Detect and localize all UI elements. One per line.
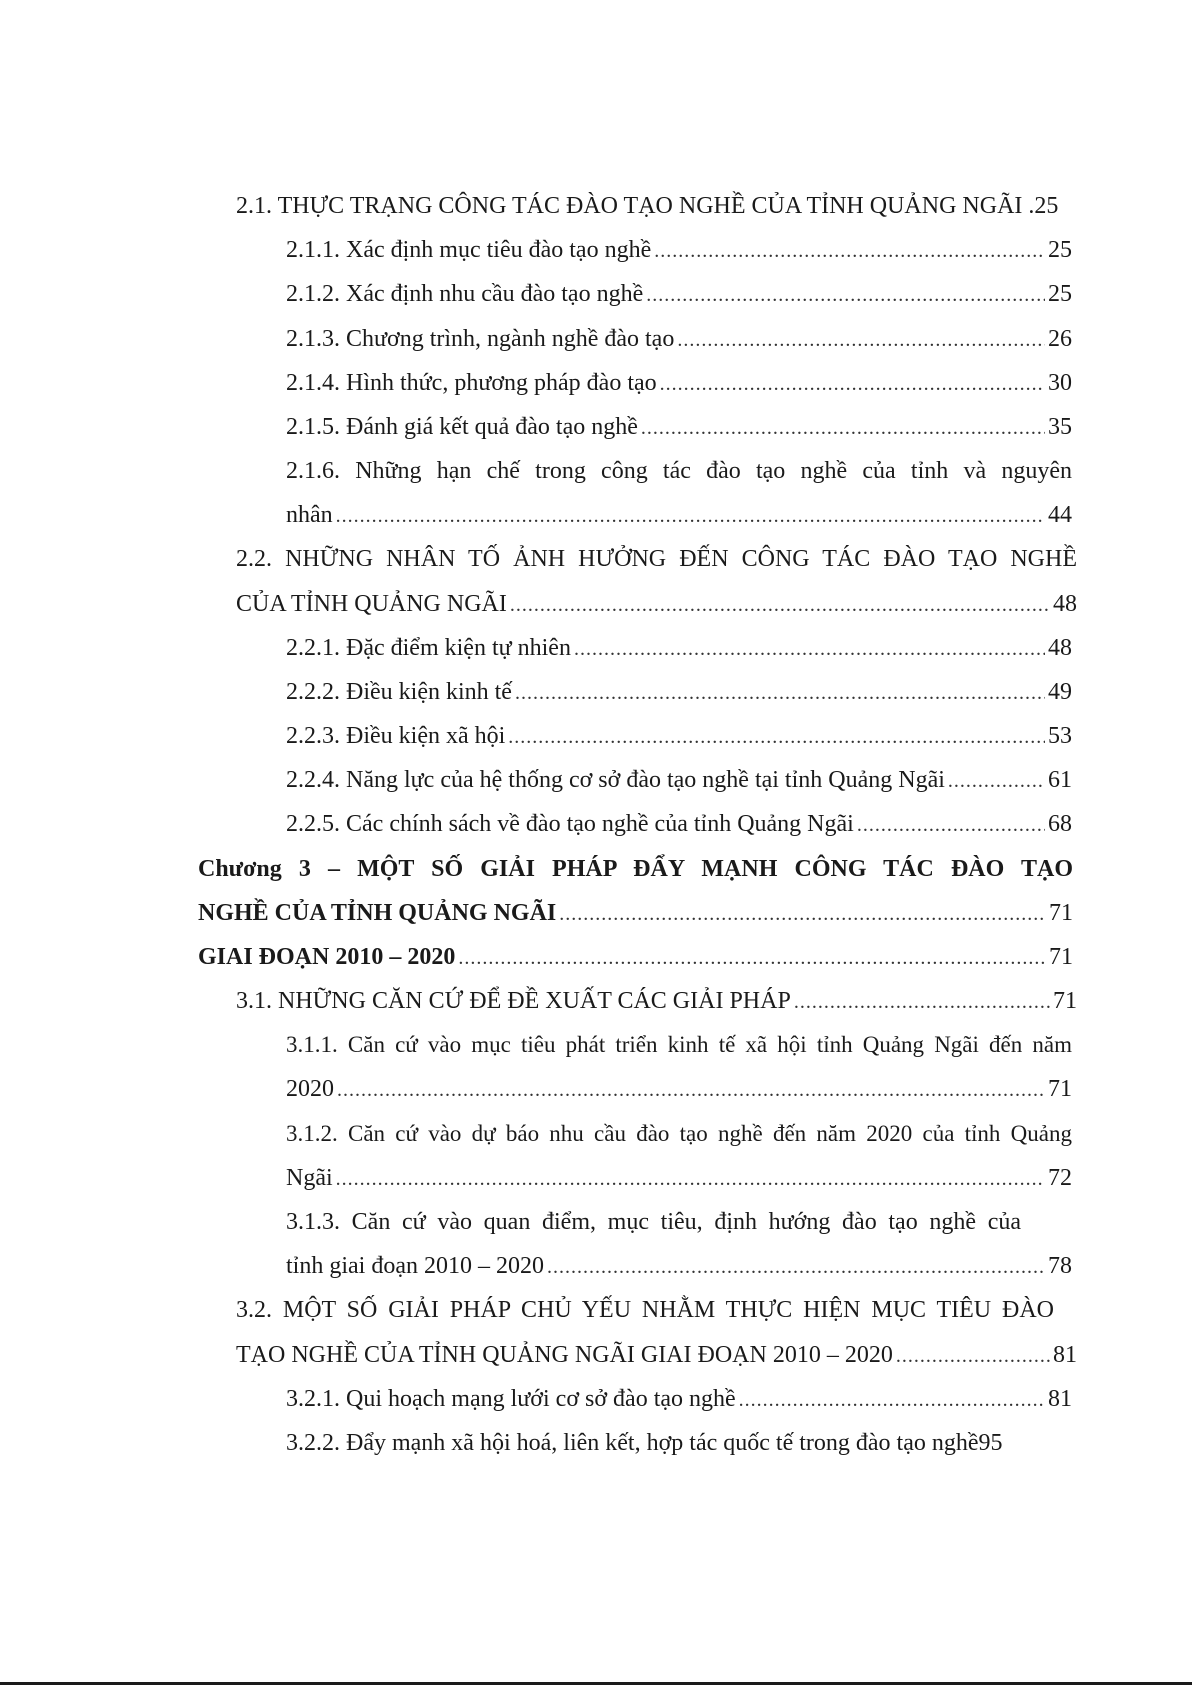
toc-entry-text: CỦA TỈNH QUẢNG NGÃI: [236, 591, 507, 617]
toc-entry[interactable]: [198, 893, 1073, 933]
toc-dot-leader: [574, 629, 1045, 669]
toc-dot-leader: [510, 585, 1050, 625]
toc-entry-text: 2.2.5. Các chính sách về đào tạo nghề của tỉnh Quảng Ngãi: [286, 811, 854, 837]
toc-dot-leader: [547, 1247, 1045, 1287]
toc-dot-leader: [458, 938, 1046, 978]
toc-dot-leader: [660, 364, 1045, 404]
toc-entry[interactable]: [286, 1246, 1072, 1286]
toc-dot-leader: [641, 408, 1045, 448]
toc-dot-leader: [337, 1070, 1045, 1110]
toc-entry[interactable]: [286, 1069, 1072, 1109]
toc-entry[interactable]: [286, 319, 1072, 359]
toc-entry-text: 2.2.2. Điều kiện kinh tế: [286, 679, 512, 705]
toc-entry-page: 49: [1048, 679, 1072, 705]
toc-entry[interactable]: [286, 451, 1072, 491]
toc-entry[interactable]: [286, 1114, 1072, 1154]
toc-entry-text: 2.1. THỰC TRẠNG CÔNG TÁC ĐÀO TẠO NGHỀ CỦA TỈNH QUẢNG NGÃI .: [236, 193, 1035, 219]
toc-entry[interactable]: [236, 584, 1077, 624]
toc-entry-text: TẠO NGHỀ CỦA TỈNH QUẢNG NGÃI GIAI ĐOẠN 2010 – 2020: [236, 1342, 893, 1368]
toc-entry[interactable]: [236, 1290, 1054, 1330]
toc-entry-page: 95: [978, 1430, 1003, 1456]
toc-entry-page: 30: [1048, 370, 1072, 396]
toc-entry-page: 44: [1048, 502, 1072, 528]
toc-entry[interactable]: [286, 230, 1072, 270]
toc-entry-page: 78: [1048, 1253, 1072, 1279]
toc-dot-leader: [336, 1159, 1045, 1199]
toc-entry[interactable]: [286, 1379, 1072, 1419]
toc-dot-leader: [515, 673, 1045, 713]
toc-entry-page: 25: [1048, 281, 1072, 307]
toc-entry-page: 48: [1053, 591, 1077, 617]
toc-dot-leader: [948, 761, 1045, 801]
toc-entry-text: 3.2.1. Qui hoạch mạng lưới cơ sở đào tạo nghề: [286, 1386, 736, 1412]
toc-entry-page: 53: [1048, 723, 1072, 749]
toc-dot-leader: [559, 894, 1046, 934]
toc-entry-text: tỉnh giai đoạn 2010 – 2020: [286, 1253, 544, 1279]
toc-entry-page: 68: [1048, 811, 1072, 837]
toc-dot-leader: [794, 982, 1050, 1022]
toc-entry-text: 3.1. NHỮNG CĂN CỨ ĐỂ ĐỀ XUẤT CÁC GIẢI PHÁP: [236, 988, 791, 1014]
toc-entry-text: 2.2.3. Điều kiện xã hội: [286, 723, 506, 749]
toc-entry[interactable]: [286, 804, 1072, 844]
toc-entry[interactable]: [236, 981, 1077, 1021]
toc-entry[interactable]: [286, 1025, 1072, 1065]
toc-entry[interactable]: [236, 539, 1077, 579]
toc-dot-leader: [646, 275, 1045, 315]
toc-entry-text: GIAI ĐOẠN 2010 – 2020: [198, 944, 456, 970]
toc-entry-page: 81: [1053, 1342, 1077, 1368]
toc-entry-page: 26: [1048, 326, 1072, 352]
toc-dot-leader: [677, 320, 1045, 360]
toc-entry[interactable]: [286, 628, 1072, 668]
toc-dot-leader: [508, 717, 1045, 757]
toc-entry-page: 35: [1048, 414, 1072, 440]
toc-entry-text: 2.1.3. Chương trình, ngành nghề đào tạo: [286, 326, 675, 352]
toc-entry-text: 2.1.1. Xác định mục tiêu đào tạo nghề: [286, 237, 652, 263]
toc-entry[interactable]: [286, 495, 1072, 535]
toc-entry[interactable]: [286, 1158, 1072, 1198]
toc-entry-page: 71: [1048, 1076, 1072, 1102]
toc-entry-page: 81: [1048, 1386, 1072, 1412]
toc-entry-text: 3.1.2. Căn cứ vào dự báo nhu cầu đào tạo nghề đến năm 2020 của tỉnh Quảng: [286, 1121, 1072, 1146]
toc-dot-leader: [739, 1380, 1045, 1420]
toc-entry-page: 71: [1049, 944, 1073, 970]
toc-entry-page: 61: [1048, 767, 1072, 793]
toc-entry-text: 2.2.4. Năng lực của hệ thống cơ sở đào tạo nghề tại tỉnh Quảng Ngãi: [286, 767, 945, 793]
toc-entry[interactable]: [236, 1335, 1077, 1375]
toc-entry-text: 2.1.4. Hình thức, phương pháp đào tạo: [286, 370, 657, 396]
toc-entry-text: 3.1.3. Căn cứ vào quan điểm, mục tiêu, định hướng đào tạo nghề của: [286, 1209, 1021, 1235]
toc-entry-text: Ngãi: [286, 1165, 333, 1191]
toc-entry-text: 3.2.2. Đẩy mạnh xã hội hoá, liên kết, hợp tác quốc tế trong đào tạo nghề: [286, 1430, 979, 1456]
toc-dot-leader: [654, 231, 1045, 271]
toc-entry-page: 71: [1049, 900, 1073, 926]
toc-entry[interactable]: [286, 1423, 1082, 1463]
toc-entry[interactable]: [286, 1202, 1021, 1242]
toc-entry[interactable]: [286, 672, 1072, 712]
toc-entry-page: 48: [1048, 635, 1072, 661]
toc-entry-text: 2.1.6. Những hạn chế trong công tác đào tạo nghề của tỉnh và nguyên: [286, 458, 1072, 484]
toc-dot-leader: [857, 805, 1045, 845]
toc-entry-text: 2.1.2. Xác định nhu cầu đào tạo nghề: [286, 281, 644, 307]
toc-entry[interactable]: [286, 716, 1072, 756]
toc-entry[interactable]: [236, 186, 1077, 226]
toc-entry[interactable]: [286, 274, 1072, 314]
toc-entry-page: 25: [1048, 237, 1072, 263]
toc-entry[interactable]: [198, 937, 1073, 977]
toc-entry-page: 25: [1034, 193, 1059, 219]
toc-entry-text: 2.1.5. Đánh giá kết quả đào tạo nghề: [286, 414, 638, 440]
toc-entry-text: 3.1.1. Căn cứ vào mục tiêu phát triển kinh tế xã hội tỉnh Quảng Ngãi đến năm: [286, 1032, 1072, 1057]
toc-entry[interactable]: [286, 760, 1072, 800]
toc-entry-text: 3.2. MỘT SỐ GIẢI PHÁP CHỦ YẾU NHẰM THỰC HIỆN MỤC TIÊU ĐÀO: [236, 1297, 1054, 1323]
toc-entry-text: Chương 3 – MỘT SỐ GIẢI PHÁP ĐẨY MẠNH CÔNG TÁC ĐÀO TẠO: [198, 856, 1073, 882]
toc-dot-leader: [336, 496, 1045, 536]
toc-entry-text: 2.2.1. Đặc điểm kiện tự nhiên: [286, 635, 571, 661]
toc-entry-text: 2.2. NHỮNG NHÂN TỐ ẢNH HƯỞNG ĐẾN CÔNG TÁC ĐÀO TẠO NGHỀ: [236, 546, 1077, 572]
toc-entry-page: 72: [1048, 1165, 1072, 1191]
toc-entry-text: 2020: [286, 1076, 334, 1102]
toc-entry-page: 71: [1053, 988, 1077, 1014]
toc-entry[interactable]: [286, 363, 1072, 403]
toc-chapter-heading[interactable]: [198, 849, 1073, 889]
toc-dot-leader: [896, 1336, 1050, 1376]
toc-entry-text: NGHỀ CỦA TỈNH QUẢNG NGÃI: [198, 900, 557, 926]
toc-entry[interactable]: [286, 407, 1072, 447]
toc-entry-text: nhân: [286, 502, 333, 528]
